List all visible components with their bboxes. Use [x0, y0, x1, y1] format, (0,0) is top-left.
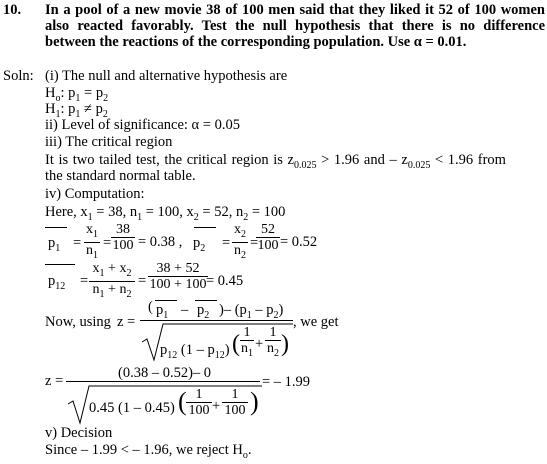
step3-title: iii) The critical region	[45, 134, 173, 150]
null-hypothesis: $H_o$: $p_1 = p_2$	[45, 85, 109, 104]
question-text: In a pool of a new movie 38 of 100 men said that they liked it 52 of 100 women also reacted favorably. Test the null hypothesis that there is no difference between the reactions of the corresponding population. Use α = 0.01.	[45, 2, 545, 50]
critical-region-text: It is two tailed test, the critical region is $z_{0.025} > 1.96$ and – $z_{0.025} < 1.96$ from	[45, 152, 506, 171]
step1-title: (i) The null and alternative hypothesis are	[45, 68, 288, 84]
alt-hypothesis: $H_1$: $p_1 \ne p_2$	[45, 101, 108, 120]
step4-title: iv) Computation:	[45, 186, 145, 202]
step5-title: v) Decision	[45, 425, 113, 441]
question-number: 10.	[3, 2, 22, 18]
solution-label: Soln:	[3, 68, 34, 84]
decision-text: Since – 1.99 < – 1.96, we reject $H_o$.	[45, 442, 252, 461]
given-values: Here, $x_1 = 38$, $n_1 = 100$, $x_2 = 52$, $n_2 = 100$	[45, 204, 286, 223]
critical-region-text-2: the standard normal table.	[45, 168, 196, 184]
significance-level: ii) Level of significance: α = 0.05	[45, 117, 240, 133]
